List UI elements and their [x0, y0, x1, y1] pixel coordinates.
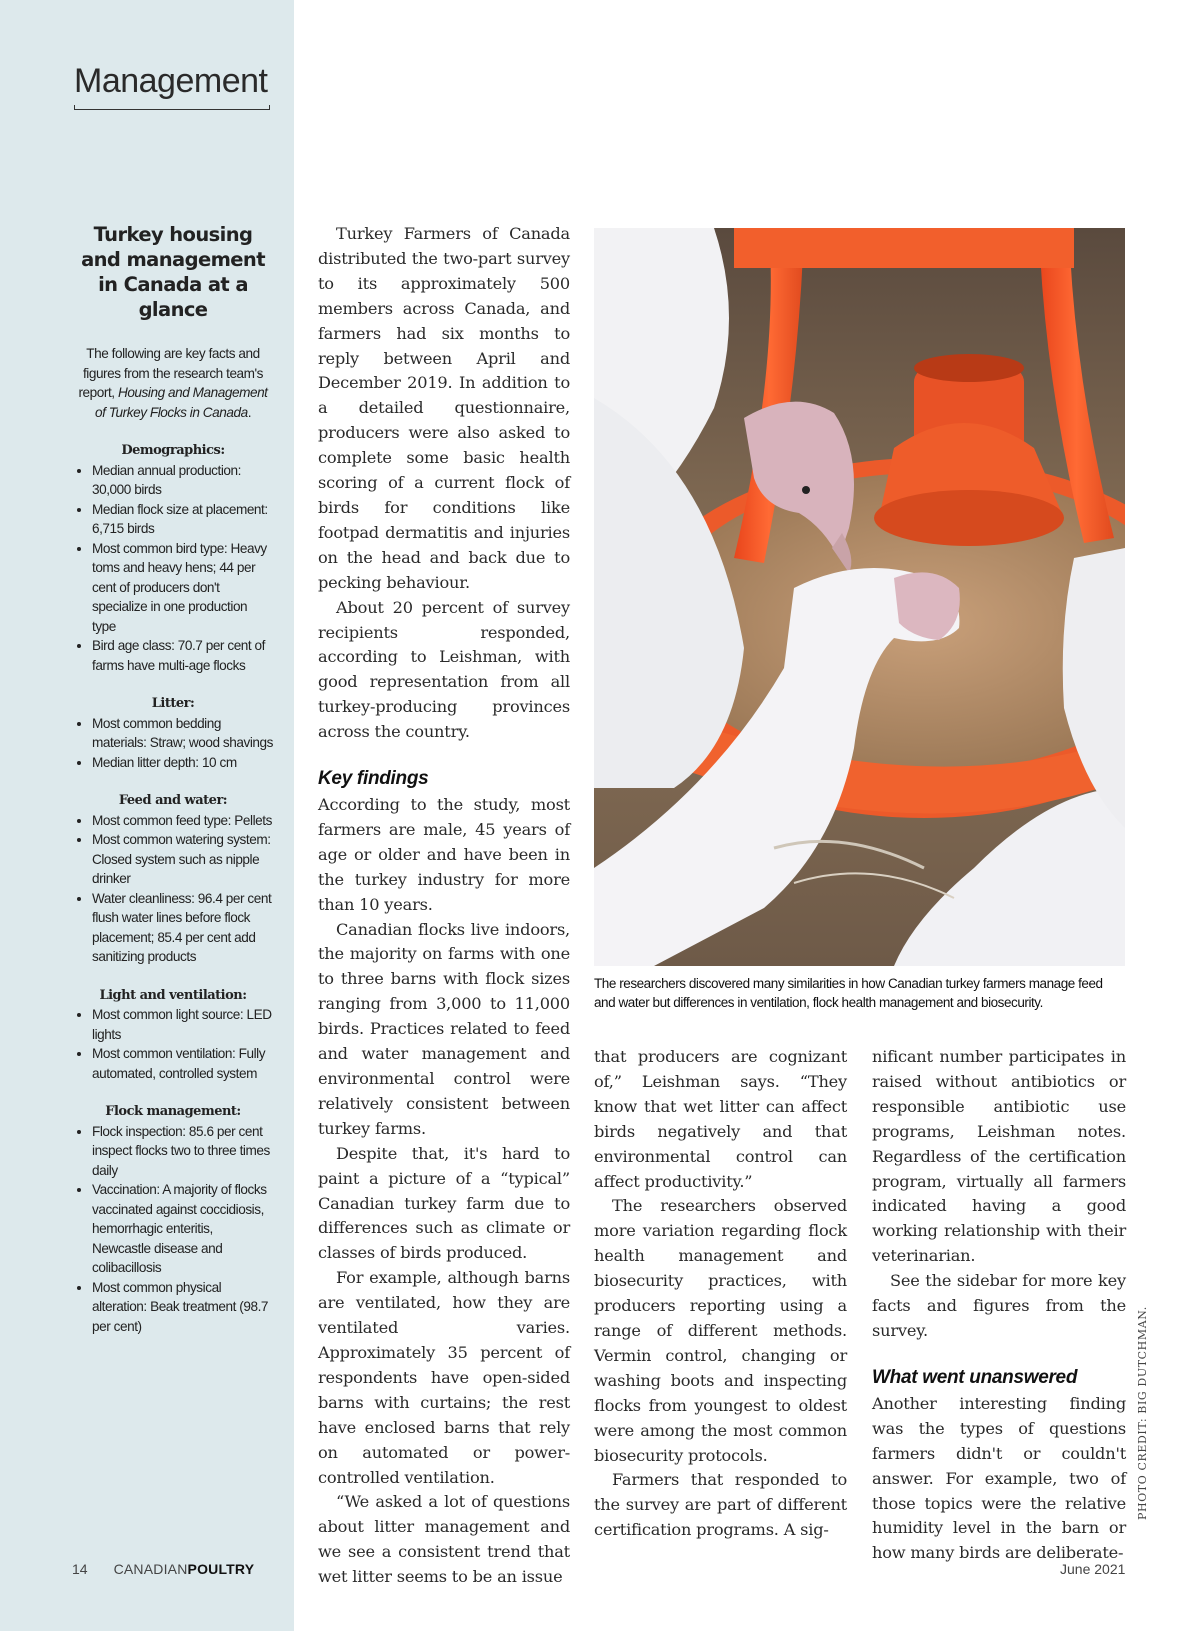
paragraph: Another interesting finding was the types of questions farmers didn't or couldn't answer. For example, two of those topics were the relative humidity level in the barn or how many birds are deliberate-	[872, 1393, 1126, 1563]
footer-date: June 2021	[1060, 1561, 1126, 1577]
sidebar-fact-item: • Bird age class: 70.7 per cent of farms have multi-age flocks	[92, 636, 274, 675]
article-column-2	[594, 1045, 847, 1543]
section-rule	[74, 109, 270, 110]
article-column-3	[872, 1045, 1126, 1566]
sidebar-group-title: Light and ventilation:	[99, 987, 247, 1003]
magazine-name-second: POULTRY	[187, 1561, 255, 1577]
sidebar-group	[72, 694, 274, 772]
section-title: Management	[74, 62, 268, 100]
sidebar-group-title: Demographics:	[121, 443, 225, 458]
magazine-name-first: CANADIAN	[113, 1561, 188, 1577]
sidebar-fact-item: • Median flock size at placement: 6,715 birds	[92, 500, 274, 539]
paragraph: Turkey Farmers of Canada distributed the two-part survey to its approximately 500 members across Canada, and farmers had six months to reply between April and December 2019. In addition to a detailed questionnaire, producers were also asked to complete some basic health scoring of a current flock of birds for conditions like footpad dermatitis and injuries on the head and back due to pecking behaviour.	[318, 224, 570, 592]
sidebar-fact-item: • Most common bedding materials: Straw; wood shavings	[92, 714, 274, 753]
sidebar-title: Turkey housing and management in Canada at a glance	[81, 223, 265, 321]
report-title: Housing and Management of Turkey Flocks in Canada	[94, 385, 268, 420]
photo-credit: PHOTO CREDIT: BIG DUTCHMAN.	[1136, 1306, 1149, 1520]
page-number: 14	[72, 1561, 88, 1577]
sidebar-fact-item: • Most common watering system: Closed system such as nipple drinker	[92, 830, 274, 889]
sidebar-fact-list	[72, 714, 274, 773]
paragraph: For example, although barns are ventilated, how they are ventilated varies. Approximately 35 percent of respondents have open-sided barns with curtains; the rest have enclosed barns that rely on automated or power-controlled ventilation.	[318, 1268, 570, 1487]
sidebar-fact-item: • Most common light source: LED lights	[92, 1005, 274, 1044]
sidebar-intro-text: The following are key facts and figures from the research team's report,	[78, 346, 264, 400]
turkey-feeder-photo	[594, 228, 1125, 966]
sidebar-group-title: Flock management:	[105, 1104, 241, 1119]
paragraph: The researchers observed more variation regarding flock health management and biosecurity practices, with producers reporting using a range of different methods. Vermin control, changing or washing boots and inspecting flocks from youngest to oldest were among the most common biosecurity protocols.	[594, 1196, 847, 1465]
sidebar-groups	[72, 441, 274, 1336]
paragraph: According to the study, most farmers are male, 45 years of age or older and have been in the turkey industry for more than 10 years.	[318, 795, 570, 914]
sidebar-fact-item: • Median litter depth: 10 cm	[92, 753, 274, 773]
sidebar-fact-item: • Flock inspection: 85.6 per cent inspect flocks two to three times daily	[92, 1122, 274, 1181]
sidebar-intro-end: .	[247, 404, 252, 420]
photo-illustration	[594, 228, 1125, 966]
sidebar-group	[72, 986, 274, 1084]
sidebar-fact-item: • Most common physical alteration: Beak treatment (98.7 per cent)	[92, 1278, 274, 1337]
sidebar-group-title: Litter:	[151, 696, 195, 711]
sidebar-fact-list	[72, 1005, 274, 1083]
sidebar-fact-item: • Median annual production: 30,000 birds	[92, 461, 274, 500]
sidebar-fact-item: • Most common feed type: Pellets	[92, 811, 274, 831]
photo-caption: The researchers discovered many similarities in how Canadian turkey farmers manage feed and water but differences in ventilation, flock health management and biosecurity.	[594, 976, 1103, 1010]
sidebar-group-title: Feed and water:	[118, 793, 228, 808]
paragraph: nificant number participates in raised without antibiotics or responsible antibiotic use programs, Leishman notes. Regardless of the certification program, virtually all farmers indicated having a good working relationship with their veterinarian.	[872, 1047, 1126, 1266]
subheading-what-went-unanswered: What went unanswered	[872, 1366, 1078, 1388]
sidebar-fact-item: • Vaccination: A majority of flocks vaccinated against coccidiosis, hemorrhagic enteritis, Newcastle disease and colibacillosis	[92, 1180, 274, 1278]
paragraph: that producers are cognizant of,” Leishman says. “They know that wet litter can affect birds negatively and that environmental control can affect productivity.”	[594, 1047, 847, 1191]
paragraph: “We asked a lot of questions about litter management and we see a consistent trend that wet litter seems to be an issue	[318, 1492, 570, 1587]
subheading-key-findings: Key findings	[318, 768, 429, 790]
sidebar-group	[72, 1102, 274, 1336]
article-column-1	[318, 222, 570, 1590]
sidebar-group	[72, 791, 274, 967]
sidebar-fact-item: • Most common bird type: Heavy toms and heavy hens; 44 per cent of producers don't specialize in one production type	[92, 539, 274, 637]
sidebar-fact-item: • Water cleanliness: 96.4 per cent flush water lines before flock placement; 85.4 per cent add sanitizing products	[92, 889, 274, 967]
sidebar-fact-list	[72, 1122, 274, 1337]
sidebar-intro	[72, 344, 274, 422]
sidebar-fact-list	[72, 461, 274, 676]
section-header	[74, 62, 270, 110]
paragraph: Despite that, it's hard to paint a picture of a “typical” Canadian turkey farm due to differences such as climate or classes of birds produced.	[318, 1143, 570, 1263]
paragraph: Canadian flocks live indoors, the majority on farms with one to three barns with flock sizes ranging from 3,000 to 11,000 birds. Practices related to feed and water management and environmental control were relatively consistent between turkey farms.	[318, 919, 570, 1138]
sidebar-group	[72, 441, 274, 675]
footer-left	[72, 1561, 254, 1577]
sidebar-fact-list	[72, 811, 274, 967]
paragraph: About 20 percent of survey recipients responded, according to Leishman, with good representation from all turkey-producing provinces across the country.	[318, 597, 570, 742]
sidebar-box	[72, 222, 274, 1355]
paragraph: Farmers that responded to the survey are part of different certification programs. A sig-	[594, 1470, 847, 1540]
paragraph: See the sidebar for more key facts and figures from the survey.	[872, 1271, 1126, 1340]
sidebar-fact-item: • Most common ventilation: Fully automated, controlled system	[92, 1044, 274, 1083]
